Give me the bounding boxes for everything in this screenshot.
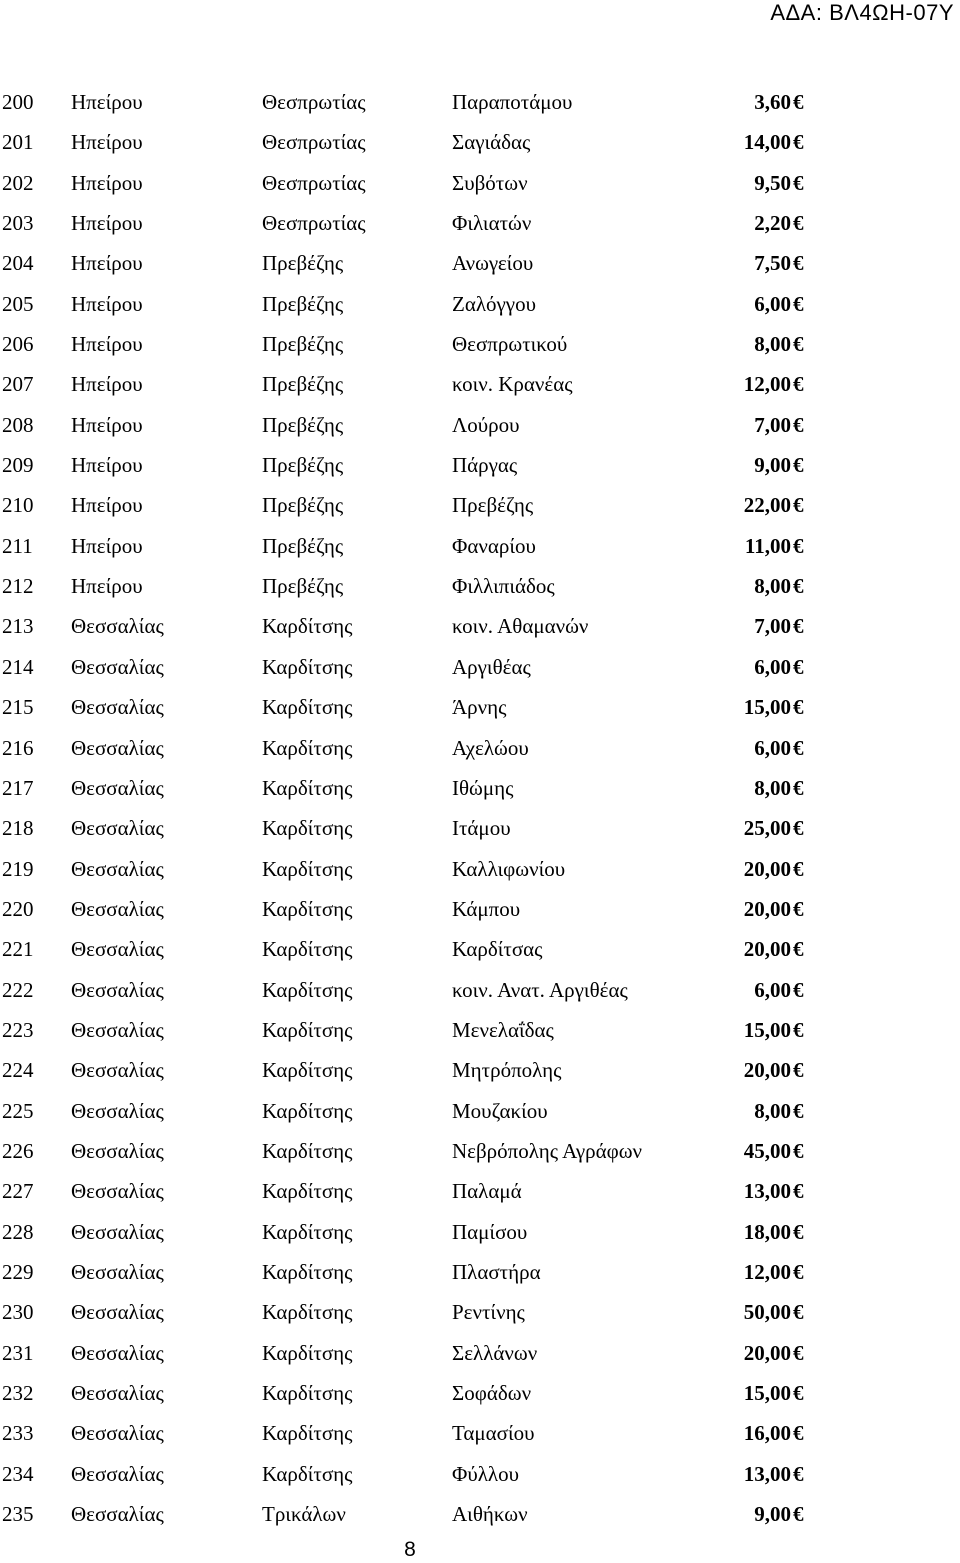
- table-row: [0, 647, 960, 687]
- euro-symbol: €: [793, 1058, 804, 1083]
- amount-cell: 12,00: [743, 1259, 791, 1284]
- row-number: 203: [2, 211, 34, 236]
- row-number: 209: [2, 453, 34, 478]
- municipality-cell: Μουζακίου: [452, 1098, 548, 1123]
- euro-symbol: €: [793, 1300, 804, 1325]
- prefecture-cell: Πρεβέζης: [262, 453, 344, 478]
- region-cell: Ηπείρου: [71, 533, 143, 558]
- euro-symbol: €: [793, 1461, 804, 1486]
- region-cell: Ηπείρου: [71, 574, 143, 599]
- prefecture-cell: Πρεβέζης: [262, 574, 344, 599]
- row-number: 213: [2, 614, 34, 639]
- municipality-cell: Καλλιφωνίου: [452, 856, 566, 881]
- euro-symbol: €: [793, 211, 804, 236]
- municipality-cell: Σοφάδων: [452, 1381, 532, 1405]
- prefecture-cell: Θεσπρωτίας: [262, 130, 366, 155]
- municipality-cell: Νεβρόπολης Αγράφων: [452, 1138, 643, 1163]
- region-cell: Ηπείρου: [71, 412, 143, 437]
- prefecture-cell: Θεσπρωτίας: [262, 211, 366, 236]
- table-row: [0, 526, 960, 566]
- euro-symbol: €: [793, 453, 804, 478]
- region-cell: Θεσσαλίας: [71, 695, 164, 720]
- region-cell: Θεσσαλίας: [71, 1421, 164, 1446]
- row-number: 217: [2, 775, 34, 800]
- amount-cell: 8,00: [754, 775, 791, 800]
- euro-symbol: €: [793, 1381, 804, 1405]
- prefecture-cell: Καρδίτσης: [262, 735, 353, 760]
- ada-identifier: ΑΔΑ: ΒΛ4ΩΗ-07Υ: [770, 0, 954, 25]
- prefecture-cell: Καρδίτσης: [262, 1179, 353, 1204]
- amount-cell: 6,00: [754, 291, 791, 316]
- municipality-cell: Φαναρίου: [452, 533, 536, 558]
- row-number: 219: [2, 856, 34, 881]
- amount-cell: 50,00: [743, 1300, 791, 1325]
- euro-symbol: €: [793, 735, 804, 760]
- prefecture-cell: Καρδίτσης: [262, 1461, 353, 1486]
- table-row: [0, 243, 960, 283]
- region-cell: Ηπείρου: [71, 332, 143, 357]
- region-cell: Θεσσαλίας: [71, 1098, 164, 1123]
- table-row: [0, 1454, 960, 1494]
- municipality-cell: Φύλλου: [452, 1461, 520, 1486]
- prefecture-cell: Καρδίτσης: [262, 1259, 353, 1284]
- municipality-cell: Θεσπρωτικού: [452, 332, 568, 357]
- region-cell: Θεσσαλίας: [71, 1138, 164, 1163]
- amount-cell: 6,00: [754, 977, 791, 1002]
- region-cell: Θεσσαλίας: [71, 1179, 164, 1204]
- region-cell: Ηπείρου: [71, 251, 143, 276]
- municipality-cell: Αιθήκων: [452, 1502, 528, 1527]
- amount-cell: 12,00: [743, 372, 791, 397]
- row-number: 207: [2, 372, 34, 397]
- euro-symbol: €: [793, 896, 804, 921]
- prefecture-cell: Πρεβέζης: [262, 533, 344, 558]
- row-number: 202: [2, 170, 34, 195]
- region-cell: Ηπείρου: [71, 453, 143, 478]
- row-number: 220: [2, 896, 34, 921]
- municipality-cell: Συβότων: [452, 170, 528, 195]
- euro-symbol: €: [793, 251, 804, 276]
- prefecture-cell: Θεσπρωτίας: [262, 90, 366, 114]
- euro-symbol: €: [793, 170, 804, 195]
- prefecture-cell: Καρδίτσης: [262, 775, 353, 800]
- region-cell: Θεσσαλίας: [71, 1017, 164, 1042]
- prefecture-cell: Θεσπρωτίας: [262, 170, 366, 195]
- region-cell: Θεσσαλίας: [71, 1058, 164, 1083]
- table-row: [0, 1333, 960, 1373]
- table-row: [0, 405, 960, 445]
- region-cell: Θεσσαλίας: [71, 816, 164, 841]
- region-cell: Ηπείρου: [71, 493, 143, 518]
- municipality-cell: Πλαστήρα: [452, 1259, 541, 1284]
- region-cell: Θεσσαλίας: [71, 1461, 164, 1486]
- prefecture-cell: Πρεβέζης: [262, 291, 344, 316]
- amount-cell: 25,00: [743, 816, 791, 841]
- euro-symbol: €: [793, 332, 804, 357]
- region-cell: Θεσσαλίας: [71, 1219, 164, 1244]
- euro-symbol: €: [793, 291, 804, 316]
- municipality-cell: Φιλλιπιάδος: [452, 574, 555, 599]
- prefecture-cell: Καρδίτσης: [262, 1058, 353, 1083]
- region-cell: Ηπείρου: [71, 170, 143, 195]
- prefecture-cell: Πρεβέζης: [262, 372, 344, 397]
- page-number: 8: [404, 1538, 416, 1561]
- table-row: [0, 1252, 960, 1292]
- municipality-cell: Φιλιατών: [452, 211, 532, 236]
- euro-symbol: €: [793, 533, 804, 558]
- amount-cell: 6,00: [754, 735, 791, 760]
- row-number: 224: [2, 1058, 34, 1083]
- row-number: 200: [2, 90, 34, 114]
- table-row: [0, 485, 960, 525]
- prefecture-cell: Πρεβέζης: [262, 251, 344, 276]
- region-cell: Ηπείρου: [71, 372, 143, 397]
- table-row: [0, 566, 960, 606]
- municipality-cell: Πάργας: [452, 453, 518, 478]
- row-number: 201: [2, 130, 34, 155]
- row-number: 227: [2, 1179, 34, 1204]
- municipality-cell: Παραποτάμου: [452, 90, 573, 114]
- amount-cell: 7,50: [754, 251, 791, 276]
- row-number: 221: [2, 937, 34, 962]
- prefecture-cell: Καρδίτσης: [262, 614, 353, 639]
- region-cell: Ηπείρου: [71, 90, 143, 114]
- row-number: 222: [2, 977, 34, 1002]
- amount-cell: 20,00: [743, 1058, 791, 1083]
- table-row: [0, 1171, 960, 1211]
- euro-symbol: €: [793, 856, 804, 881]
- municipality-cell: Καρδίτσας: [452, 937, 543, 962]
- prefecture-cell: Καρδίτσης: [262, 856, 353, 881]
- prefecture-cell: Καρδίτσης: [262, 1421, 353, 1446]
- table-row: [0, 445, 960, 485]
- region-cell: Ηπείρου: [71, 211, 143, 236]
- row-number: 234: [2, 1461, 34, 1486]
- prefecture-cell: Καρδίτσης: [262, 937, 353, 962]
- row-number: 206: [2, 332, 34, 357]
- row-number: 235: [2, 1502, 34, 1527]
- euro-symbol: €: [793, 1421, 804, 1446]
- region-cell: Ηπείρου: [71, 130, 143, 155]
- amount-cell: 8,00: [754, 1098, 791, 1123]
- row-number: 232: [2, 1381, 34, 1405]
- prefecture-cell: Πρεβέζης: [262, 332, 344, 357]
- table-row: [0, 1131, 960, 1171]
- table-row: [0, 768, 960, 808]
- municipality-cell: Ρεντίνης: [452, 1300, 525, 1325]
- region-cell: Θεσσαλίας: [71, 1300, 164, 1325]
- municipality-cell: Σελλάνων: [452, 1340, 538, 1365]
- prefecture-cell: Καρδίτσης: [262, 896, 353, 921]
- amount-cell: 9,00: [754, 1502, 791, 1527]
- amount-cell: 15,00: [743, 1381, 791, 1405]
- prefecture-cell: Καρδίτσης: [262, 1017, 353, 1042]
- euro-symbol: €: [793, 493, 804, 518]
- euro-symbol: €: [793, 1017, 804, 1042]
- euro-symbol: €: [793, 90, 804, 114]
- region-cell: Θεσσαλίας: [71, 775, 164, 800]
- prefecture-cell: Καρδίτσης: [262, 816, 353, 841]
- euro-symbol: €: [793, 412, 804, 437]
- euro-symbol: €: [793, 775, 804, 800]
- amount-cell: 3,60: [754, 90, 791, 114]
- euro-symbol: €: [793, 372, 804, 397]
- prefecture-cell: Πρεβέζης: [262, 412, 344, 437]
- prefecture-cell: Καρδίτσης: [262, 695, 353, 720]
- prefecture-cell: Καρδίτσης: [262, 1340, 353, 1365]
- municipality-cell: Μητρόπολης: [452, 1058, 562, 1083]
- euro-symbol: €: [793, 1138, 804, 1163]
- municipality-cell: κοιν. Αθαμανών: [452, 614, 589, 639]
- municipality-cell: Κάμπου: [452, 896, 521, 921]
- row-number: 229: [2, 1259, 34, 1284]
- region-cell: Θεσσαλίας: [71, 856, 164, 881]
- region-cell: Θεσσαλίας: [71, 735, 164, 760]
- prefecture-cell: Καρδίτσης: [262, 1219, 353, 1244]
- amount-cell: 13,00: [743, 1461, 791, 1486]
- amount-cell: 7,00: [754, 412, 791, 437]
- amount-cell: 13,00: [743, 1179, 791, 1204]
- table-row: [0, 1212, 960, 1252]
- municipality-cell: Ζαλόγγου: [452, 291, 536, 316]
- prefecture-cell: Καρδίτσης: [262, 654, 353, 679]
- prefecture-cell: Καρδίτσης: [262, 1138, 353, 1163]
- municipality-cell: Λούρου: [452, 412, 520, 437]
- amount-cell: 22,00: [743, 493, 791, 518]
- row-number: 228: [2, 1219, 34, 1244]
- table-row: [0, 1050, 960, 1090]
- euro-symbol: €: [793, 1502, 804, 1527]
- municipality-cell: Πρεβέζης: [452, 493, 534, 518]
- municipality-cell: Παμίσου: [452, 1219, 528, 1244]
- euro-symbol: €: [793, 574, 804, 599]
- table-row: [0, 929, 960, 969]
- municipality-cell: Ιτάμου: [452, 816, 511, 841]
- row-number: 225: [2, 1098, 34, 1123]
- amount-cell: 20,00: [743, 1340, 791, 1365]
- municipality-cell: Ανωγείου: [452, 251, 534, 276]
- region-cell: Θεσσαλίας: [71, 654, 164, 679]
- municipality-cell: Αχελώου: [452, 735, 529, 760]
- table-row: [0, 849, 960, 889]
- row-number: 231: [2, 1340, 34, 1365]
- euro-symbol: €: [793, 695, 804, 720]
- municipality-cell: Μενελαΐδας: [452, 1017, 554, 1042]
- table-row: [0, 687, 960, 727]
- euro-symbol: €: [793, 977, 804, 1002]
- row-number: 223: [2, 1017, 34, 1042]
- euro-symbol: €: [793, 937, 804, 962]
- amount-cell: 7,00: [754, 614, 791, 639]
- row-number: 205: [2, 291, 34, 316]
- municipality-cell: Παλαμά: [452, 1179, 522, 1204]
- table-row: [0, 606, 960, 646]
- row-number: 212: [2, 574, 34, 599]
- euro-symbol: €: [793, 130, 804, 155]
- table-row: [0, 122, 960, 162]
- row-number: 208: [2, 412, 34, 437]
- euro-symbol: €: [793, 816, 804, 841]
- row-number: 210: [2, 493, 34, 518]
- region-cell: Θεσσαλίας: [71, 1259, 164, 1284]
- allocation-table: [0, 82, 960, 1534]
- region-cell: Θεσσαλίας: [71, 977, 164, 1002]
- region-cell: Θεσσαλίας: [71, 896, 164, 921]
- table-row: [0, 1494, 960, 1534]
- table-row: [0, 1413, 960, 1453]
- region-cell: Θεσσαλίας: [71, 937, 164, 962]
- amount-cell: 18,00: [743, 1219, 791, 1244]
- amount-cell: 20,00: [743, 937, 791, 962]
- euro-symbol: €: [793, 1259, 804, 1284]
- prefecture-cell: Καρδίτσης: [262, 1381, 353, 1405]
- municipality-cell: Ταμασίου: [452, 1421, 535, 1446]
- row-number: 204: [2, 251, 34, 276]
- row-number: 211: [2, 533, 33, 558]
- euro-symbol: €: [793, 654, 804, 679]
- region-cell: Θεσσαλίας: [71, 1502, 164, 1527]
- amount-cell: 11,00: [744, 533, 791, 558]
- table-row: [0, 284, 960, 324]
- table-row: [0, 1010, 960, 1050]
- municipality-cell: Ιθώμης: [452, 775, 514, 800]
- euro-symbol: €: [793, 1098, 804, 1123]
- amount-cell: 9,50: [754, 170, 791, 195]
- amount-cell: 20,00: [743, 896, 791, 921]
- row-number: 215: [2, 695, 34, 720]
- table-row: [0, 1292, 960, 1332]
- row-number: 218: [2, 816, 34, 841]
- euro-symbol: €: [793, 614, 804, 639]
- prefecture-cell: Πρεβέζης: [262, 493, 344, 518]
- municipality-cell: Αργιθέας: [452, 654, 531, 679]
- row-number: 216: [2, 735, 34, 760]
- region-cell: Θεσσαλίας: [71, 1381, 164, 1405]
- amount-cell: 14,00: [743, 130, 791, 155]
- municipality-cell: κοιν. Ανατ. Αργιθέας: [452, 977, 628, 1002]
- row-number: 230: [2, 1300, 34, 1325]
- municipality-cell: Σαγιάδας: [452, 130, 531, 155]
- euro-symbol: €: [793, 1340, 804, 1365]
- row-number: 214: [2, 654, 34, 679]
- prefecture-cell: Τρικάλων: [262, 1502, 346, 1527]
- table-row: [0, 1091, 960, 1131]
- amount-cell: 16,00: [743, 1421, 791, 1446]
- table-row: [0, 324, 960, 364]
- municipality-cell: κοιν. Κρανέας: [452, 372, 573, 397]
- amount-cell: 8,00: [754, 574, 791, 599]
- amount-cell: 45,00: [743, 1138, 791, 1163]
- row-number: 233: [2, 1421, 34, 1446]
- amount-cell: 20,00: [743, 856, 791, 881]
- euro-symbol: €: [793, 1219, 804, 1244]
- table-row: [0, 728, 960, 768]
- table-row: [0, 203, 960, 243]
- amount-cell: 2,20: [754, 211, 791, 236]
- table-row: [0, 1373, 960, 1413]
- amount-cell: 6,00: [754, 654, 791, 679]
- amount-cell: 15,00: [743, 1017, 791, 1042]
- table-row: [0, 364, 960, 404]
- table-row: [0, 970, 960, 1010]
- municipality-cell: Άρνης: [452, 695, 507, 720]
- table-row: [0, 82, 960, 122]
- prefecture-cell: Καρδίτσης: [262, 1300, 353, 1325]
- prefecture-cell: Καρδίτσης: [262, 977, 353, 1002]
- region-cell: Θεσσαλίας: [71, 1340, 164, 1365]
- region-cell: Ηπείρου: [71, 291, 143, 316]
- amount-cell: 8,00: [754, 332, 791, 357]
- amount-cell: 9,00: [754, 453, 791, 478]
- row-number: 226: [2, 1138, 34, 1163]
- table-row: [0, 163, 960, 203]
- table-row: [0, 808, 960, 848]
- amount-cell: 15,00: [743, 695, 791, 720]
- prefecture-cell: Καρδίτσης: [262, 1098, 353, 1123]
- table-row: [0, 889, 960, 929]
- euro-symbol: €: [793, 1179, 804, 1204]
- region-cell: Θεσσαλίας: [71, 614, 164, 639]
